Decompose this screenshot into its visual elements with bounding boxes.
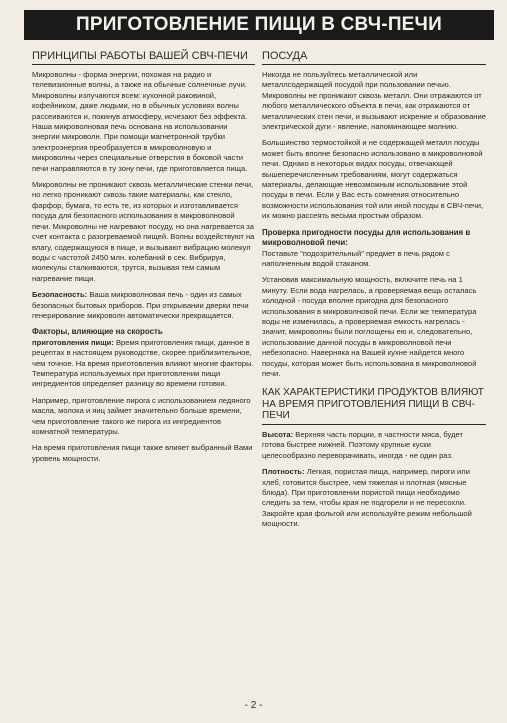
section-heading-food-characteristics: КАК ХАРАКТЕРИСТИКИ ПРОДУКТОВ ВЛИЯЮТ НА ВРЕМЯ ПРИГОТОВЛЕНИЯ ПИЩИ В СВЧ-ПЕЧИ xyxy=(262,387,486,425)
page-number: - 2 - xyxy=(244,700,263,711)
paragraph: Микроволны не проникают сквозь металлические стенки печи, но легко проникают сквозь такие материалы, как стекло, фарфор, бумага, то есть те, из которых и изготавливается посуда для безопасного использования в микроволновой печи. Микроволны не нагревают посуду, но она нагревается за счет контакта с разогреваемой пищей. Волны воздействуют на влагу, содержащуюся в пище, и вызывают вибрацию молекул воды с частотой 2450 млн. колебаний в сек. Вибрируя, молекулы сталкиваются, трутся, вызывая тем самым нагревание пищи. xyxy=(32,180,255,283)
section-heading-cookware: ПОСУДА xyxy=(262,50,486,65)
paragraph: На время приготовления пищи также влияет выбранный Вами уровень мощности. xyxy=(32,443,253,463)
section-heading-principles: ПРИНЦИПЫ РАБОТЫ ВАШЕЙ СВЧ-ПЕЧИ xyxy=(32,50,255,65)
paragraph-lead: Плотность: xyxy=(262,467,305,477)
page-title: ПРИГОТОВЛЕНИЕ ПИЩИ В СВЧ-ПЕЧИ xyxy=(24,10,494,40)
paragraph: Микроволны - форма энергии, похожая на радио и телевизионные волны, а также на обычные солнечные лучи. Микроволны излучаются всем: кухонной раковиной, кофейником, даже людьми, но в обычных условиях волны рассеиваются и, покинув атмосферу, исчезают без эффекта. Наша микроволновая печь основана на использовании энергии микроволн. При помощи магнетронной трубки электроэнергия преобразуется в микроволновую и микроволны через специальные отверстия в боковой части печи направляются в ту зону печи, где приготовляется пища. xyxy=(32,70,248,173)
paragraph-text: Легкая, пористая пища, например, пироги или хлеб, готовится быстрее, чем тяжелая и плотная (мясные блюда). При приготовлении пористой пищи необходимо следить за тем, чтобы края не подгорели и не пересохли. Закройте края фольгой или используйте режим небольшой мощности. xyxy=(262,467,472,529)
paragraph-lead: приготовления пищи: xyxy=(32,337,114,347)
paragraph-text: Верхняя часть порции, в частности мяса, будет готова быстрее нижней. Поэтому крупные куски целесообразно переворачивать, иногда - не один раз. xyxy=(262,429,463,460)
paragraph: Например, приготовление пирога с использованием ледяного масла, молока и яиц займет значительно больше времени, чем приготовление такого же пирога из ингредиентов комнатной температуры. xyxy=(32,395,251,436)
paragraph-lead: Высота: xyxy=(262,429,294,439)
paragraph-factors xyxy=(32,338,255,390)
paragraph-text: Ваша микроволновая печь - один из самых безопасных бытовых приборов. При открывании дверки печи генерирование микроволн автоматически прекращается. xyxy=(32,290,249,320)
paragraph-text: Время приготовления пищи, данное в рецептах в настоящем руководстве, скорее приблизительное, чем точное. На время приготовления влияют многие факторы. Температура используемых при приготовлении пищи ингредиентов определяет разницу во времени готовки. xyxy=(32,337,254,389)
paragraph: Никогда не пользуйтесь металлической или металлсодержащей посудой при пользовании печью. Микроволны не проникают сквозь металл. Они отражаются от любого металлического объекта в печи, как отражаются от металлических стен печи, и вызывают искрение и образование электрической дуги - явление, напоминающее молнию. xyxy=(262,70,486,132)
paragraph-safety xyxy=(32,290,255,321)
paragraph: Установив максимальную мощность, включите печь на 1 минуту. Если вода нагрелась, а проверяемая вещь осталась холодной - посуда вполне пригодна для безопасного использования в микроволновой печи. Если же температура воды не изменилась, а проверяемая емкость нагрелась - значит, микроволны были поглощены ею и, следовательно, использование данной посуды в микроволновой печи небезопасно. Наверняка на Вашей кухне найдется много посуды, которая может быть использована в микроволновой печи. xyxy=(262,275,477,378)
paragraph: Поставьте "подозрительный" предмет в печь рядом с наполненным водой стаканом. xyxy=(262,248,450,268)
paragraph-density xyxy=(262,467,486,529)
left-column xyxy=(32,50,255,470)
subheading-factors: Факторы, влияющие на скорость xyxy=(32,327,163,337)
paragraph-height xyxy=(262,430,486,461)
right-column xyxy=(262,50,486,536)
subheading-cookware-test: Проверка пригодности посуды для использования в микроволновой печи: xyxy=(262,227,471,248)
paragraph: Большинство термостойкой и не содержащей металл посуды может быть вполне безопасно использовано в микроволновой печи. Однако в некоторых видах посуды, отвечающей вышеперечисленным требованиям, могут содержаться материалы, делающие невозможным использование этой посуды в печи. Если у Вас есть сомнения относительно возможности использования той или иной посуды в СВЧ-печи, их можно рассеять весьма простым образом. xyxy=(262,138,484,221)
paragraph-lead: Безопасность: xyxy=(32,290,88,300)
